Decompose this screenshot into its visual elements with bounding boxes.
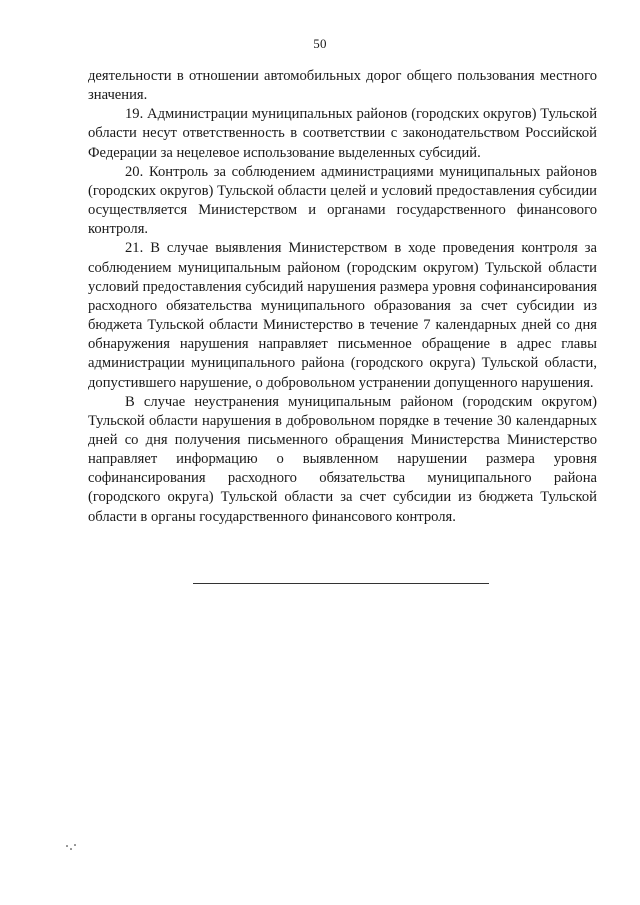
paragraph-21-continuation: В случае неустранения муниципальным районом (городским округом) Тульской области нарушения в добровольном порядке в течение 30 календарных дней со дня получения письменного обращения Министерства Министерство направляет информацию о выявленном нарушении размера уровня софинансирования расходного обязательства муниципального района (городского округа) Тульской области за счет субсидии из бюджета Тульской области в органы государственного финансового контроля.	[88, 393, 597, 525]
paragraph-21: 21. В случае выявления Министерством в ходе проведения контроля за соблюдением муниципальным районом (городским округом) Тульской области условий предоставления субсидий нарушения размера уровня софинансирования расходного обязательства муниципального образования за счет субсидии из бюджета Тульской области Министерство в течение 7 календарных дней со дня обнаружения нарушения направляет письменное обращение в адрес главы администрации муниципального района (городского округа) Тульской области, допустившего нарушение, о добровольном устранении допущенного нарушения.	[88, 240, 597, 391]
closing-divider-line	[193, 583, 489, 584]
paragraph-continuation: деятельности в отношении автомобильных дорог общего пользования местного значения.	[88, 68, 597, 104]
paragraph-20: 20. Контроль за соблюдением администрациями муниципальных районов (городских округов) Тульской области целей и условий предоставления субсидии осуществляется Министерством и органами государственного финансового контроля.	[88, 163, 597, 238]
paragraph-19: 19. Администрации муниципальных районов (городских округов) Тульской области несут ответственность в соответствии с законодательством Российской Федерации за нецелевое использование выделенных субсидий.	[88, 106, 597, 161]
scan-artifact	[66, 843, 78, 851]
page-number: 50	[313, 36, 327, 51]
document-body	[88, 67, 597, 527]
